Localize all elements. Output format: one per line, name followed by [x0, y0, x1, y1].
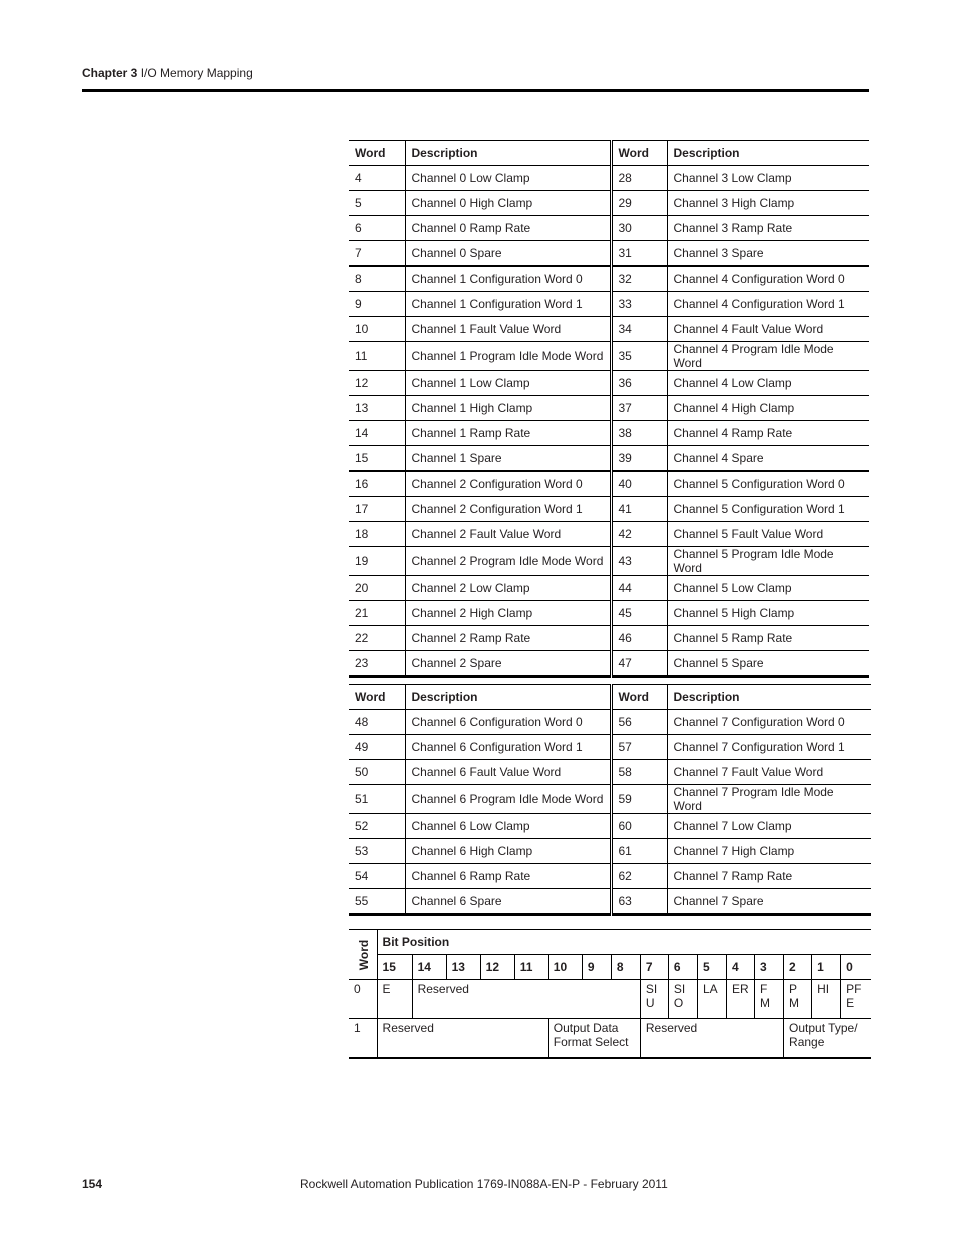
description-cell: Channel 5 Spare	[667, 651, 869, 677]
table-row	[349, 626, 869, 651]
bit-row-word-0	[349, 980, 871, 1019]
bit-number: 14	[412, 955, 446, 980]
table-row	[349, 342, 869, 371]
chapter-title: I/O Memory Mapping	[140, 66, 253, 80]
bit-field-output-data-format: Output Data Format Select	[548, 1019, 640, 1059]
description-cell: Channel 0 High Clamp	[405, 191, 611, 216]
word-cell: 63	[611, 889, 667, 915]
word-cell: 34	[611, 317, 667, 342]
word-cell: 10	[349, 317, 405, 342]
bit-position-table	[349, 929, 871, 1059]
description-cell: Channel 3 Ramp Rate	[667, 216, 869, 241]
table-row	[349, 421, 869, 446]
description-cell: Channel 1 High Clamp	[405, 396, 611, 421]
description-cell: Channel 7 Fault Value Word	[667, 760, 871, 785]
header-rule	[82, 89, 869, 92]
bit-field-siu: SI U	[640, 980, 668, 1019]
table-row	[349, 317, 869, 342]
bit-field-e: E	[377, 980, 412, 1019]
word-cell: 44	[611, 576, 667, 601]
bit-field-er: ER	[726, 980, 754, 1019]
word-cell: 49	[349, 735, 405, 760]
description-cell: Channel 5 Configuration Word 0	[667, 471, 869, 497]
word-cell: 60	[611, 814, 667, 839]
word-cell: 14	[349, 421, 405, 446]
bit-field-output-type-range: Output Type/ Range	[784, 1019, 871, 1059]
bit-field-la: LA	[697, 980, 726, 1019]
description-cell: Channel 1 Configuration Word 0	[405, 266, 611, 292]
word-cell: 20	[349, 576, 405, 601]
word-number: 1	[349, 1019, 377, 1059]
table-row	[349, 522, 869, 547]
bit-number: 5	[697, 955, 726, 980]
bit-number: 1	[812, 955, 841, 980]
description-cell: Channel 2 Configuration Word 0	[405, 471, 611, 497]
description-cell: Channel 6 Program Idle Mode Word	[405, 785, 611, 814]
running-header	[82, 66, 253, 80]
table-row	[349, 166, 869, 191]
description-cell: Channel 7 Spare	[667, 889, 871, 915]
table-row	[349, 864, 871, 889]
description-cell: Channel 4 Ramp Rate	[667, 421, 869, 446]
word-cell: 52	[349, 814, 405, 839]
word-header-label: Word	[357, 939, 372, 970]
word-cell: 42	[611, 522, 667, 547]
bit-row-word-1	[349, 1019, 871, 1059]
description-cell: Channel 1 Ramp Rate	[405, 421, 611, 446]
word-cell: 6	[349, 216, 405, 241]
page-number: 154	[82, 1177, 103, 1191]
bit-field-fm: F M	[755, 980, 784, 1019]
bit-number: 2	[784, 955, 812, 980]
bit-field-reserved: Reserved	[377, 1019, 548, 1059]
description-cell: Channel 7 Configuration Word 1	[667, 735, 871, 760]
bit-number: 15	[377, 955, 412, 980]
table-row	[349, 292, 869, 317]
word-cell: 9	[349, 292, 405, 317]
word-cell: 19	[349, 547, 405, 576]
description-cell: Channel 3 High Clamp	[667, 191, 869, 216]
column-header-word: Word	[611, 141, 667, 166]
description-cell: Channel 5 Configuration Word 1	[667, 497, 869, 522]
description-cell: Channel 0 Ramp Rate	[405, 216, 611, 241]
word-cell: 58	[611, 760, 667, 785]
bit-field-reserved: Reserved	[640, 1019, 783, 1059]
description-cell: Channel 2 Low Clamp	[405, 576, 611, 601]
table-row	[349, 266, 869, 292]
description-cell: Channel 0 Low Clamp	[405, 166, 611, 191]
description-cell: Channel 2 Spare	[405, 651, 611, 677]
word-cell: 29	[611, 191, 667, 216]
word-cell: 32	[611, 266, 667, 292]
description-cell: Channel 6 Fault Value Word	[405, 760, 611, 785]
word-cell: 45	[611, 601, 667, 626]
bit-number: 4	[726, 955, 754, 980]
word-cell: 54	[349, 864, 405, 889]
bit-number: 7	[640, 955, 668, 980]
table-row	[349, 446, 869, 472]
description-cell: Channel 7 Program Idle Mode Word	[667, 785, 871, 814]
description-cell: Channel 7 Configuration Word 0	[667, 710, 871, 735]
word-cell: 56	[611, 710, 667, 735]
bit-number: 11	[514, 955, 548, 980]
word-cell: 22	[349, 626, 405, 651]
word-cell: 11	[349, 342, 405, 371]
bit-number: 13	[446, 955, 480, 980]
table-row	[349, 497, 869, 522]
bit-number: 6	[668, 955, 697, 980]
table-row	[349, 785, 871, 814]
description-cell: Channel 1 Configuration Word 1	[405, 292, 611, 317]
table-row	[349, 889, 871, 915]
column-header-description: Description	[667, 685, 871, 710]
bit-number: 8	[611, 955, 640, 980]
table-row	[349, 396, 869, 421]
description-cell: Channel 6 Configuration Word 1	[405, 735, 611, 760]
word-cell: 35	[611, 342, 667, 371]
bit-field-pm: P M	[784, 980, 812, 1019]
table-row	[349, 471, 869, 497]
description-cell: Channel 4 Program Idle Mode Word	[667, 342, 869, 371]
table-row	[349, 191, 869, 216]
description-cell: Channel 0 Spare	[405, 241, 611, 267]
word-cell: 23	[349, 651, 405, 677]
description-cell: Channel 5 Low Clamp	[667, 576, 869, 601]
word-header-cell	[349, 930, 377, 980]
word-cell: 18	[349, 522, 405, 547]
word-cell: 48	[349, 710, 405, 735]
description-cell: Channel 3 Low Clamp	[667, 166, 869, 191]
bit-number-row	[349, 955, 871, 980]
bit-number: 0	[841, 955, 871, 980]
publication-info: Rockwell Automation Publication 1769-IN088A-EN-P - February 2011	[300, 1177, 668, 1191]
word-cell: 55	[349, 889, 405, 915]
word-number: 0	[349, 980, 377, 1019]
chapter-label: Chapter 3	[82, 66, 138, 80]
description-cell: Channel 1 Fault Value Word	[405, 317, 611, 342]
word-cell: 59	[611, 785, 667, 814]
description-cell: Channel 2 High Clamp	[405, 601, 611, 626]
table-row	[349, 241, 869, 267]
description-cell: Channel 2 Configuration Word 1	[405, 497, 611, 522]
description-cell: Channel 5 High Clamp	[667, 601, 869, 626]
word-cell: 8	[349, 266, 405, 292]
column-header-description: Description	[405, 685, 611, 710]
word-cell: 61	[611, 839, 667, 864]
word-cell: 36	[611, 371, 667, 396]
table-row	[349, 371, 869, 396]
table-row	[349, 760, 871, 785]
word-cell: 5	[349, 191, 405, 216]
description-cell: Channel 5 Program Idle Mode Word	[667, 547, 869, 576]
word-cell: 62	[611, 864, 667, 889]
bit-number: 12	[480, 955, 514, 980]
word-cell: 46	[611, 626, 667, 651]
word-cell: 21	[349, 601, 405, 626]
word-cell: 41	[611, 497, 667, 522]
word-cell: 50	[349, 760, 405, 785]
word-cell: 37	[611, 396, 667, 421]
bit-field-sio: SI O	[668, 980, 697, 1019]
column-header-word: Word	[349, 141, 405, 166]
description-cell: Channel 1 Spare	[405, 446, 611, 472]
word-cell: 33	[611, 292, 667, 317]
table-row	[349, 576, 869, 601]
word-cell: 40	[611, 471, 667, 497]
description-cell: Channel 2 Ramp Rate	[405, 626, 611, 651]
description-cell: Channel 2 Program Idle Mode Word	[405, 547, 611, 576]
description-cell: Channel 6 Low Clamp	[405, 814, 611, 839]
description-cell: Channel 7 Low Clamp	[667, 814, 871, 839]
description-cell: Channel 6 Ramp Rate	[405, 864, 611, 889]
bit-number: 3	[755, 955, 784, 980]
description-cell: Channel 6 High Clamp	[405, 839, 611, 864]
table-row	[349, 601, 869, 626]
description-cell: Channel 7 Ramp Rate	[667, 864, 871, 889]
description-cell: Channel 4 Spare	[667, 446, 869, 472]
word-cell: 15	[349, 446, 405, 472]
word-cell: 47	[611, 651, 667, 677]
description-cell: Channel 4 Fault Value Word	[667, 317, 869, 342]
table-row	[349, 710, 871, 735]
description-cell: Channel 4 Configuration Word 1	[667, 292, 869, 317]
description-cell: Channel 1 Low Clamp	[405, 371, 611, 396]
table-row	[349, 839, 871, 864]
description-cell: Channel 6 Configuration Word 0	[405, 710, 611, 735]
bit-position-header: Bit Position	[377, 930, 871, 955]
word-cell: 30	[611, 216, 667, 241]
word-cell: 39	[611, 446, 667, 472]
bit-field-hi: HI	[812, 980, 841, 1019]
bit-field-pfe: PF E	[841, 980, 871, 1019]
table-header-row	[349, 685, 871, 710]
word-cell: 17	[349, 497, 405, 522]
table-row	[349, 814, 871, 839]
word-cell: 57	[611, 735, 667, 760]
table-row	[349, 651, 869, 677]
word-cell: 31	[611, 241, 667, 267]
description-cell: Channel 4 Low Clamp	[667, 371, 869, 396]
word-cell: 51	[349, 785, 405, 814]
description-cell: Channel 4 High Clamp	[667, 396, 869, 421]
word-table-channels-6-7	[349, 684, 871, 916]
table-header-row	[349, 141, 869, 166]
word-cell: 4	[349, 166, 405, 191]
description-cell: Channel 7 High Clamp	[667, 839, 871, 864]
word-table-channels-0-5	[349, 140, 869, 678]
word-cell: 12	[349, 371, 405, 396]
word-cell: 13	[349, 396, 405, 421]
description-cell: Channel 4 Configuration Word 0	[667, 266, 869, 292]
column-header-description: Description	[405, 141, 611, 166]
word-cell: 43	[611, 547, 667, 576]
bit-field-reserved: Reserved	[412, 980, 640, 1019]
word-cell: 53	[349, 839, 405, 864]
word-cell: 7	[349, 241, 405, 267]
description-cell: Channel 2 Fault Value Word	[405, 522, 611, 547]
table-row	[349, 735, 871, 760]
bit-number: 10	[548, 955, 582, 980]
table-row	[349, 547, 869, 576]
bit-number: 9	[582, 955, 611, 980]
word-cell: 38	[611, 421, 667, 446]
description-cell: Channel 6 Spare	[405, 889, 611, 915]
word-cell: 28	[611, 166, 667, 191]
table-row	[349, 216, 869, 241]
description-cell: Channel 1 Program Idle Mode Word	[405, 342, 611, 371]
column-header-word: Word	[349, 685, 405, 710]
column-header-word: Word	[611, 685, 667, 710]
word-cell: 16	[349, 471, 405, 497]
column-header-description: Description	[667, 141, 869, 166]
description-cell: Channel 5 Fault Value Word	[667, 522, 869, 547]
description-cell: Channel 3 Spare	[667, 241, 869, 267]
description-cell: Channel 5 Ramp Rate	[667, 626, 869, 651]
